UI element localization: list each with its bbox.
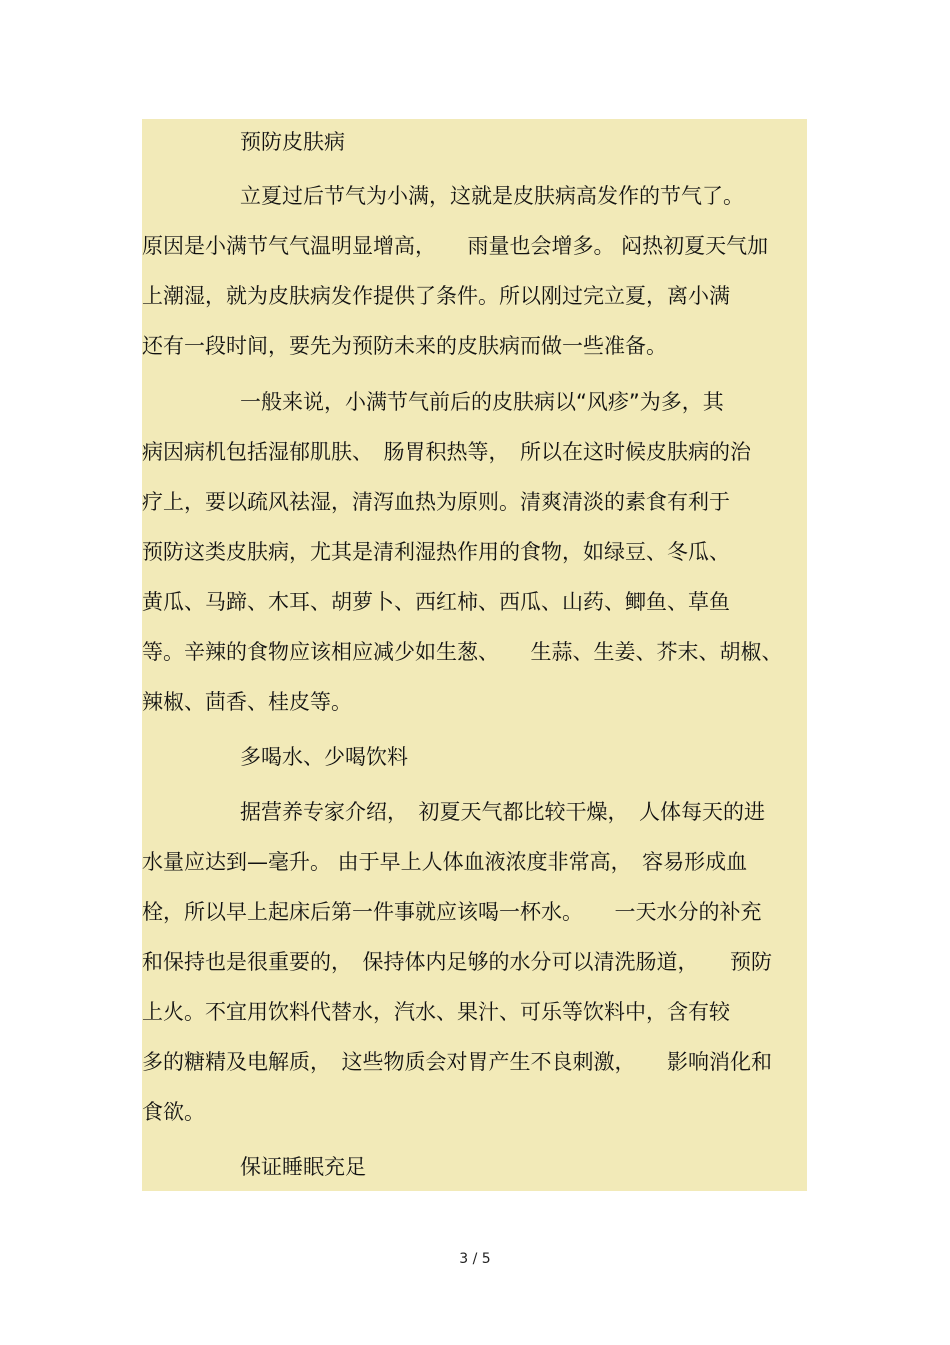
paragraph-line: 上潮湿，就为皮肤病发作提供了条件。所以刚过完立夏，离小满 [142, 284, 730, 308]
paragraph-line: 辣椒、茴香、桂皮等。 [142, 690, 352, 714]
heading-drink-water: 多喝水、少喝饮料 [240, 745, 408, 769]
paragraph-line: 疗上，要以疏风祛湿，清泻血热为原则。清爽清淡的素食有利于 [142, 490, 730, 514]
page-number: 3 / 5 [459, 1251, 491, 1267]
heading-ensure-sleep: 保证睡眠充足 [240, 1155, 366, 1179]
paragraph-line: 上火。不宜用饮料代替水，汽水、果汁、可乐等饮料中，含有较 [142, 1000, 730, 1024]
paragraph-line: 原因是小满节气气温明显增高， 雨量也会增多。 闷热初夏天气加 [142, 234, 769, 258]
document-body [142, 119, 807, 1191]
paragraph-line: 一般来说，小满节气前后的皮肤病以“风疹”为多，其 [240, 390, 724, 414]
paragraph-line: 等。辛辣的食物应该相应减少如生葱、 生蒜、生姜、芥末、胡椒、 [142, 640, 783, 664]
paragraph-line: 多的糖精及电解质， 这些物质会对胃产生不良刺激， 影响消化和 [142, 1050, 772, 1074]
paragraph-line: 黄瓜、马蹄、木耳、胡萝卜、西红柿、西瓜、山药、鲫鱼、草鱼 [142, 590, 730, 614]
paragraph-line: 病因病机包括湿郁肌肤、 肠胃积热等， 所以在这时候皮肤病的治 [142, 440, 751, 464]
paragraph-line: 据营养专家介绍， 初夏天气都比较干燥， 人体每天的进 [240, 800, 765, 824]
paragraph-line: 食欲。 [142, 1100, 205, 1124]
paragraph-line: 还有一段时间，要先为预防未来的皮肤病而做一些准备。 [142, 334, 667, 358]
paragraph-line: 预防这类皮肤病，尤其是清利湿热作用的食物，如绿豆、冬瓜、 [142, 540, 730, 564]
paragraph-line: 立夏过后节气为小满，这就是皮肤病高发作的节气了。 [240, 184, 744, 208]
paragraph-line: 栓，所以早上起床后第一件事就应该喝一杯水。 一天水分的补充 [142, 900, 762, 924]
paragraph-line: 水量应达到—毫升。 由于早上人体血液浓度非常高， 容易形成血 [142, 850, 748, 874]
heading-prevent-skin-disease: 预防皮肤病 [240, 130, 345, 154]
paragraph-line: 和保持也是很重要的， 保持体内足够的水分可以清洗肠道， 预防 [142, 950, 772, 974]
